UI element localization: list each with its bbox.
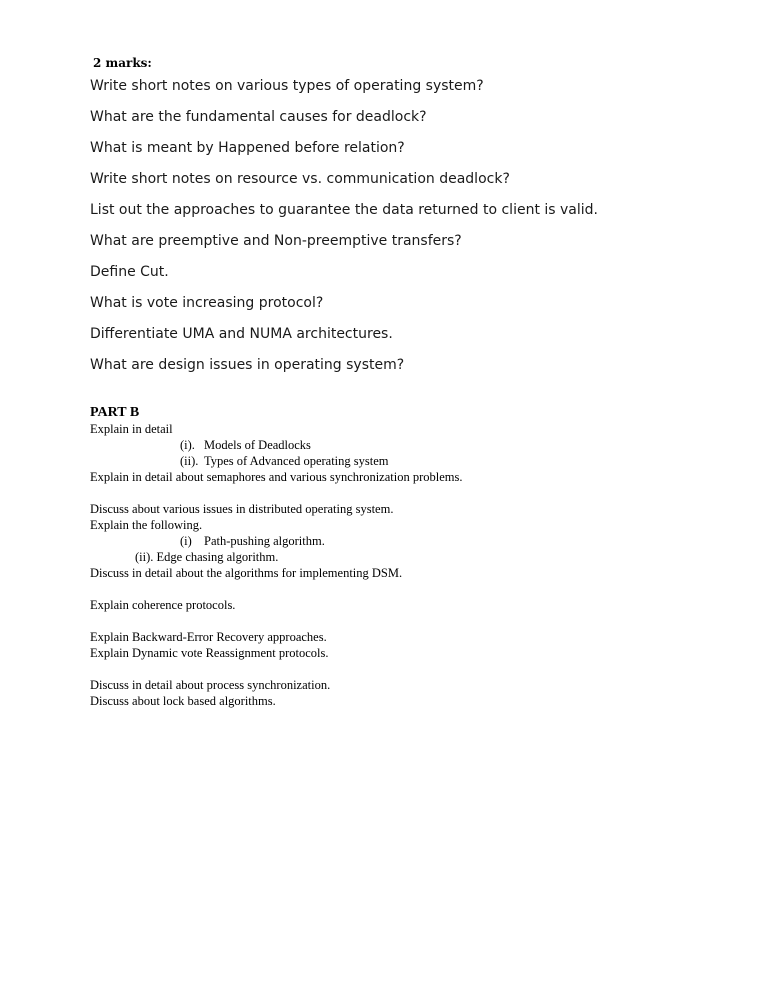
part-b-q1-sub-i bbox=[90, 437, 730, 453]
part-b-title: PART B bbox=[90, 405, 140, 420]
sub-number: (i). bbox=[180, 438, 195, 452]
sub-text: Types of Advanced operating system bbox=[204, 454, 389, 468]
question-4: Write short notes on resource vs. communication deadlock? bbox=[90, 171, 510, 187]
spacer bbox=[90, 485, 730, 501]
question-10: What are design issues in operating system? bbox=[90, 357, 405, 373]
question-5: List out the approaches to guarantee the data returned to client is valid. bbox=[90, 202, 599, 218]
part-b-q3: Discuss about various issues in distributed operating system. bbox=[90, 502, 394, 516]
part-b-q4-sub-i bbox=[90, 533, 730, 549]
part-a-heading: 2 marks: bbox=[93, 56, 152, 70]
part-b-q7: Explain Backward-Error Recovery approaches. bbox=[90, 630, 327, 644]
question-3: What is meant by Happened before relation? bbox=[90, 140, 405, 156]
part-b-section bbox=[90, 404, 730, 709]
part-b-q8: Explain Dynamic vote Reassignment protocols. bbox=[90, 646, 329, 660]
part-b-q4-sub-ii: (ii). Edge chasing algorithm. bbox=[135, 550, 279, 564]
part-a-question-list bbox=[90, 76, 598, 386]
part-b-q1: Explain in detail bbox=[90, 422, 173, 436]
spacer bbox=[90, 661, 730, 677]
question-8: What is vote increasing protocol? bbox=[90, 295, 324, 311]
question-9: Differentiate UMA and NUMA architectures. bbox=[90, 326, 393, 342]
part-b-q9: Discuss in detail about process synchronization. bbox=[90, 678, 331, 692]
spacer bbox=[90, 581, 730, 597]
part-b-q6: Explain coherence protocols. bbox=[90, 598, 236, 612]
part-b-q10: Discuss about lock based algorithms. bbox=[90, 694, 276, 708]
question-6: What are preemptive and Non-preemptive transfers? bbox=[90, 233, 462, 249]
part-b-q5: Discuss in detail about the algorithms for implementing DSM. bbox=[90, 566, 403, 580]
sub-text: Models of Deadlocks bbox=[204, 438, 311, 452]
question-2: What are the fundamental causes for deadlock? bbox=[90, 109, 427, 125]
spacer bbox=[90, 613, 730, 629]
sub-text: Path-pushing algorithm. bbox=[204, 534, 325, 548]
sub-number: (ii). bbox=[180, 454, 199, 468]
sub-number: (i) bbox=[180, 534, 192, 548]
part-b-q2: Explain in detail about semaphores and various synchronization problems. bbox=[90, 470, 463, 484]
question-1: Write short notes on various types of operating system? bbox=[90, 78, 484, 94]
question-7: Define Cut. bbox=[90, 264, 169, 280]
part-b-q1-sub-ii bbox=[90, 453, 730, 469]
part-b-q4: Explain the following. bbox=[90, 518, 203, 532]
